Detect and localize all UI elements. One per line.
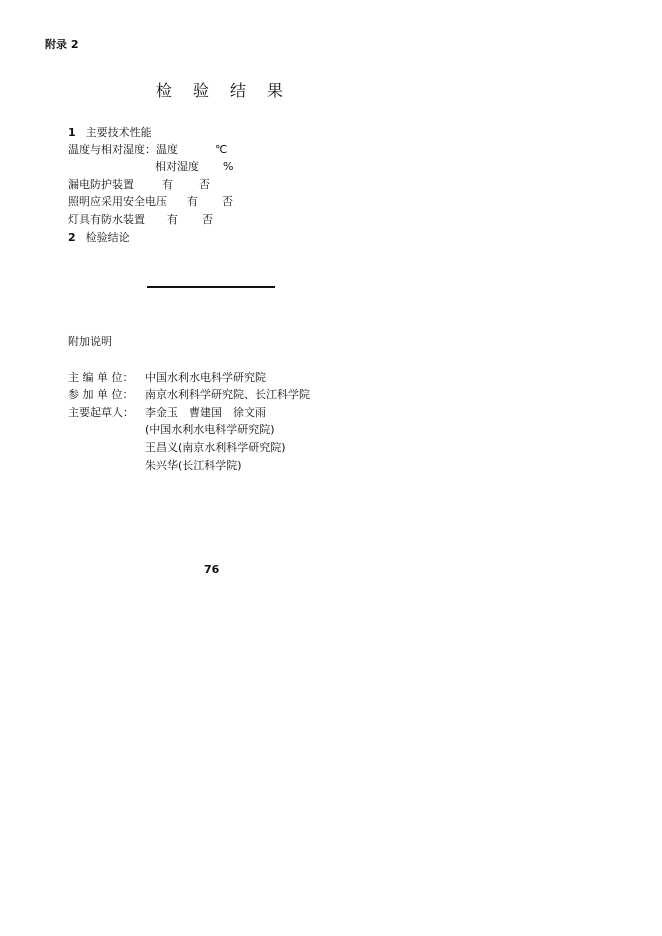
drafters-line-2: 王昌义(南京水利科学研究院) xyxy=(145,441,286,454)
chief-unit-label: 主 编 单 位： xyxy=(68,371,134,384)
participant-unit-label: 参 加 单 位： xyxy=(68,388,134,401)
appendix-label: 附录 2 xyxy=(45,38,79,51)
section-1-title: 主要技术性能 xyxy=(85,126,152,139)
list-item xyxy=(68,193,233,209)
item-no: 否 xyxy=(199,178,210,191)
humidity-unit: % xyxy=(223,160,234,173)
list-item xyxy=(68,176,210,192)
chief-unit-row xyxy=(68,369,266,385)
chief-unit-value: 中国水利水电科学研究院 xyxy=(145,371,266,384)
page-title: 检验结果 xyxy=(156,81,305,100)
temperature-unit: ℃ xyxy=(215,143,228,156)
drafters-org: (中国水利水电科学研究院) xyxy=(145,423,275,436)
section-2-title: 检验结论 xyxy=(85,231,130,244)
page-number: 76 xyxy=(204,563,220,576)
item-yes: 有 xyxy=(162,178,173,191)
drafters-line-3: 朱兴华(长江科学院) xyxy=(145,459,242,472)
item-label: 灯具有防水装置 xyxy=(68,213,145,226)
item-yes: 有 xyxy=(187,195,198,208)
participant-unit-value: 南京水利科学研究院、长江科学院 xyxy=(145,388,310,401)
section-1-heading xyxy=(68,124,152,140)
temperature-label: 温度与相对湿度：温度 xyxy=(68,143,178,156)
humidity-line xyxy=(155,158,233,174)
participant-unit-row xyxy=(68,386,310,402)
item-no: 否 xyxy=(222,195,233,208)
item-label: 照明应采用安全电压 xyxy=(68,195,167,208)
humidity-label: 相对湿度 xyxy=(155,160,199,173)
item-yes: 有 xyxy=(167,213,178,226)
divider-rule xyxy=(147,286,275,288)
drafters-names: 李金玉 曹建国 徐文雨 xyxy=(145,406,266,419)
item-label: 漏电防护装置 xyxy=(68,178,134,191)
notes-heading: 附加说明 xyxy=(68,335,112,348)
temperature-line xyxy=(68,141,227,157)
section-2-heading xyxy=(68,229,130,245)
drafters-label: 主要起草人： xyxy=(68,406,134,419)
drafters-row xyxy=(68,404,266,420)
section-1-number: 1 xyxy=(68,126,76,139)
item-no: 否 xyxy=(202,213,213,226)
list-item xyxy=(68,211,213,227)
section-2-number: 2 xyxy=(68,231,76,244)
